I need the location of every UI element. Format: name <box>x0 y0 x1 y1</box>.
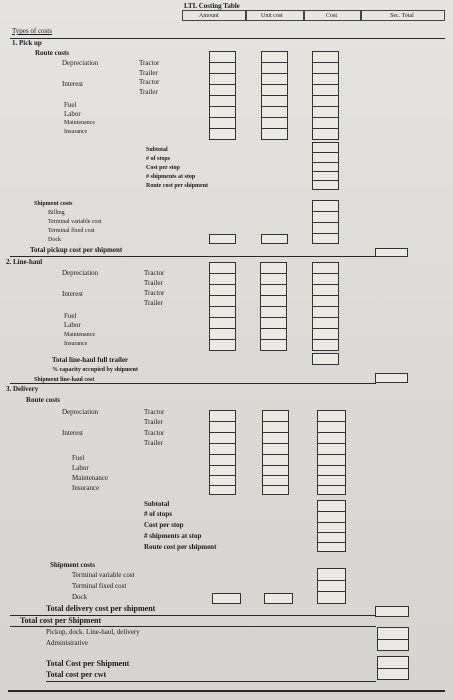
summary-totals-stack <box>377 656 409 680</box>
summary-administrative: Administrative <box>46 639 88 647</box>
delivery-route-costs: Route costs <box>26 396 61 404</box>
delivery-cost-stack <box>317 410 346 495</box>
delivery-title: 3. Delivery <box>6 385 39 393</box>
linehaul-insurance: Insurance <box>64 341 88 347</box>
pickup-route-costs: Route costs <box>35 49 70 57</box>
delivery-terminal-fixed: Terminal fixed cost <box>72 582 127 590</box>
sec-total-header: Sec. Total <box>390 13 414 19</box>
linehaul-tractor-1: Tractor <box>144 269 165 277</box>
pickup-tractor-2: Tractor <box>139 78 160 86</box>
summary-cwt-rule <box>46 681 376 682</box>
linehaul-full-trailer-box <box>312 353 339 365</box>
pickup-dock: Dock <box>48 237 61 243</box>
cost-header-cell <box>304 10 361 21</box>
summary-components: Pickup, dock. Line-haul, delivery <box>46 628 140 636</box>
pickup-interest: Interest <box>62 80 83 88</box>
summary-rule <box>10 626 376 627</box>
bottom-rule <box>8 690 445 692</box>
linehaul-section-total-box <box>375 373 408 383</box>
delivery-shipment-costs: Shipment costs <box>50 561 95 569</box>
delivery-labor: Labor <box>72 464 89 472</box>
pickup-stops: # of stops <box>146 156 171 162</box>
pickup-tractor-1: Tractor <box>139 59 160 67</box>
delivery-dock: Dock <box>72 593 88 601</box>
delivery-subtotal-stack <box>317 500 346 552</box>
pickup-section-total-box <box>375 248 408 257</box>
linehaul-capacity: % capacity occupied by shipment <box>52 367 139 373</box>
pickup-amount-stack <box>209 51 236 140</box>
amount-header: Amount <box>199 13 219 19</box>
table-title: LTL Costing Table <box>184 2 240 10</box>
pickup-cost-per-stop: Cost per stop <box>146 165 180 171</box>
pickup-fuel: Fuel <box>64 101 77 109</box>
linehaul-fuel: Fuel <box>64 312 77 320</box>
linehaul-depreciation: Depreciation <box>62 269 99 277</box>
delivery-shipment-cost-stack <box>317 568 346 604</box>
pickup-labor: Labor <box>64 110 81 118</box>
linehaul-title: 2. Line-haul <box>6 258 43 266</box>
pickup-unit-cost-stack <box>261 51 288 140</box>
delivery-section-total-box <box>375 606 409 617</box>
sec-total-header-cell <box>361 10 445 21</box>
delivery-insurance: Insurance <box>72 484 100 492</box>
amount-header-cell <box>182 10 246 21</box>
delivery-trailer-2: Trailer <box>144 439 163 447</box>
pickup-terminal-variable: Terminal variable cost <box>48 219 102 225</box>
pickup-trailer-1: Trailer <box>139 69 158 77</box>
types-of-costs-label: Types of costs <box>12 27 52 35</box>
pickup-billing: Billing <box>48 210 65 216</box>
linehaul-tractor-2: Tractor <box>144 289 165 297</box>
pickup-dock-amount-box <box>209 234 236 244</box>
delivery-terminal-variable: Terminal variable cost <box>72 571 135 579</box>
pickup-shipments-at-stop: # shipments at stop <box>146 174 196 180</box>
delivery-dock-amount-box <box>212 593 241 604</box>
pickup-route-cost-per-shipment: Route cost per shipment <box>146 183 209 189</box>
pickup-cost-stack <box>312 51 339 140</box>
delivery-trailer-1: Trailer <box>144 418 163 426</box>
summary-total-cost-per-shipment-2: Total Cost per Shipment <box>46 659 130 668</box>
delivery-subtotal: Subtotal <box>144 500 170 508</box>
unit-cost-header: Unit cost <box>261 13 283 19</box>
delivery-shipments-at-stop: # shipments at stop <box>144 532 202 540</box>
pickup-shipment-cost-stack <box>312 200 339 244</box>
delivery-amount-stack <box>209 410 236 495</box>
summary-total-cost-per-shipment: Total cost per Shipment <box>20 616 102 625</box>
delivery-unit-cost-stack <box>262 410 289 495</box>
linehaul-unit-cost-stack <box>260 262 287 351</box>
pickup-total-rule <box>10 256 376 257</box>
linehaul-shipment-cost: Shipment line-haul cost <box>34 377 95 383</box>
pickup-subtotal: Subtotal <box>146 147 168 153</box>
linehaul-amount-stack <box>209 262 236 351</box>
pickup-terminal-fixed: Terminal fixed cost <box>48 228 95 234</box>
delivery-cost-per-stop: Cost per stop <box>144 521 184 529</box>
header-rule <box>10 38 445 39</box>
linehaul-total-rule <box>10 383 376 384</box>
delivery-maintenance: Maintenance <box>72 474 109 482</box>
pickup-insurance: Insurance <box>64 129 88 135</box>
linehaul-interest: Interest <box>62 290 83 298</box>
delivery-route-cost-per-shipment: Route cost per shipment <box>144 543 217 551</box>
pickup-title: 1. Pick up <box>12 39 42 47</box>
pickup-dock-unit-box <box>261 234 288 244</box>
linehaul-trailer-2: Trailer <box>144 299 163 307</box>
linehaul-maintenance: Maintenance <box>64 332 95 338</box>
delivery-tractor-2: Tractor <box>144 429 165 437</box>
delivery-stops: # of stops <box>144 510 173 518</box>
delivery-fuel: Fuel <box>72 454 85 462</box>
summary-total-cost-per-cwt: Total cost per cwt <box>46 670 107 679</box>
delivery-depreciation: Depreciation <box>62 408 99 416</box>
linehaul-total-full-trailer: Total line-haul full trailer <box>52 356 129 364</box>
linehaul-labor: Labor <box>64 321 81 329</box>
pickup-depreciation: Depreciation <box>62 59 99 67</box>
delivery-tractor-1: Tractor <box>144 408 165 416</box>
delivery-interest: Interest <box>62 429 83 437</box>
cost-header: Cost <box>326 13 338 19</box>
pickup-trailer-2: Trailer <box>139 88 158 96</box>
pickup-maintenance: Maintenance <box>64 120 95 126</box>
unit-cost-header-cell <box>246 10 304 21</box>
linehaul-cost-stack <box>312 262 339 351</box>
pickup-total: Total pickup cost per shipment <box>30 246 123 254</box>
delivery-dock-unit-box <box>264 593 293 604</box>
summary-components-stack <box>377 627 409 651</box>
pickup-shipment-costs: Shipment costs <box>34 201 73 207</box>
linehaul-trailer-1: Trailer <box>144 279 163 287</box>
delivery-total: Total delivery cost per shipment <box>46 604 156 613</box>
pickup-subtotal-stack <box>312 142 339 190</box>
